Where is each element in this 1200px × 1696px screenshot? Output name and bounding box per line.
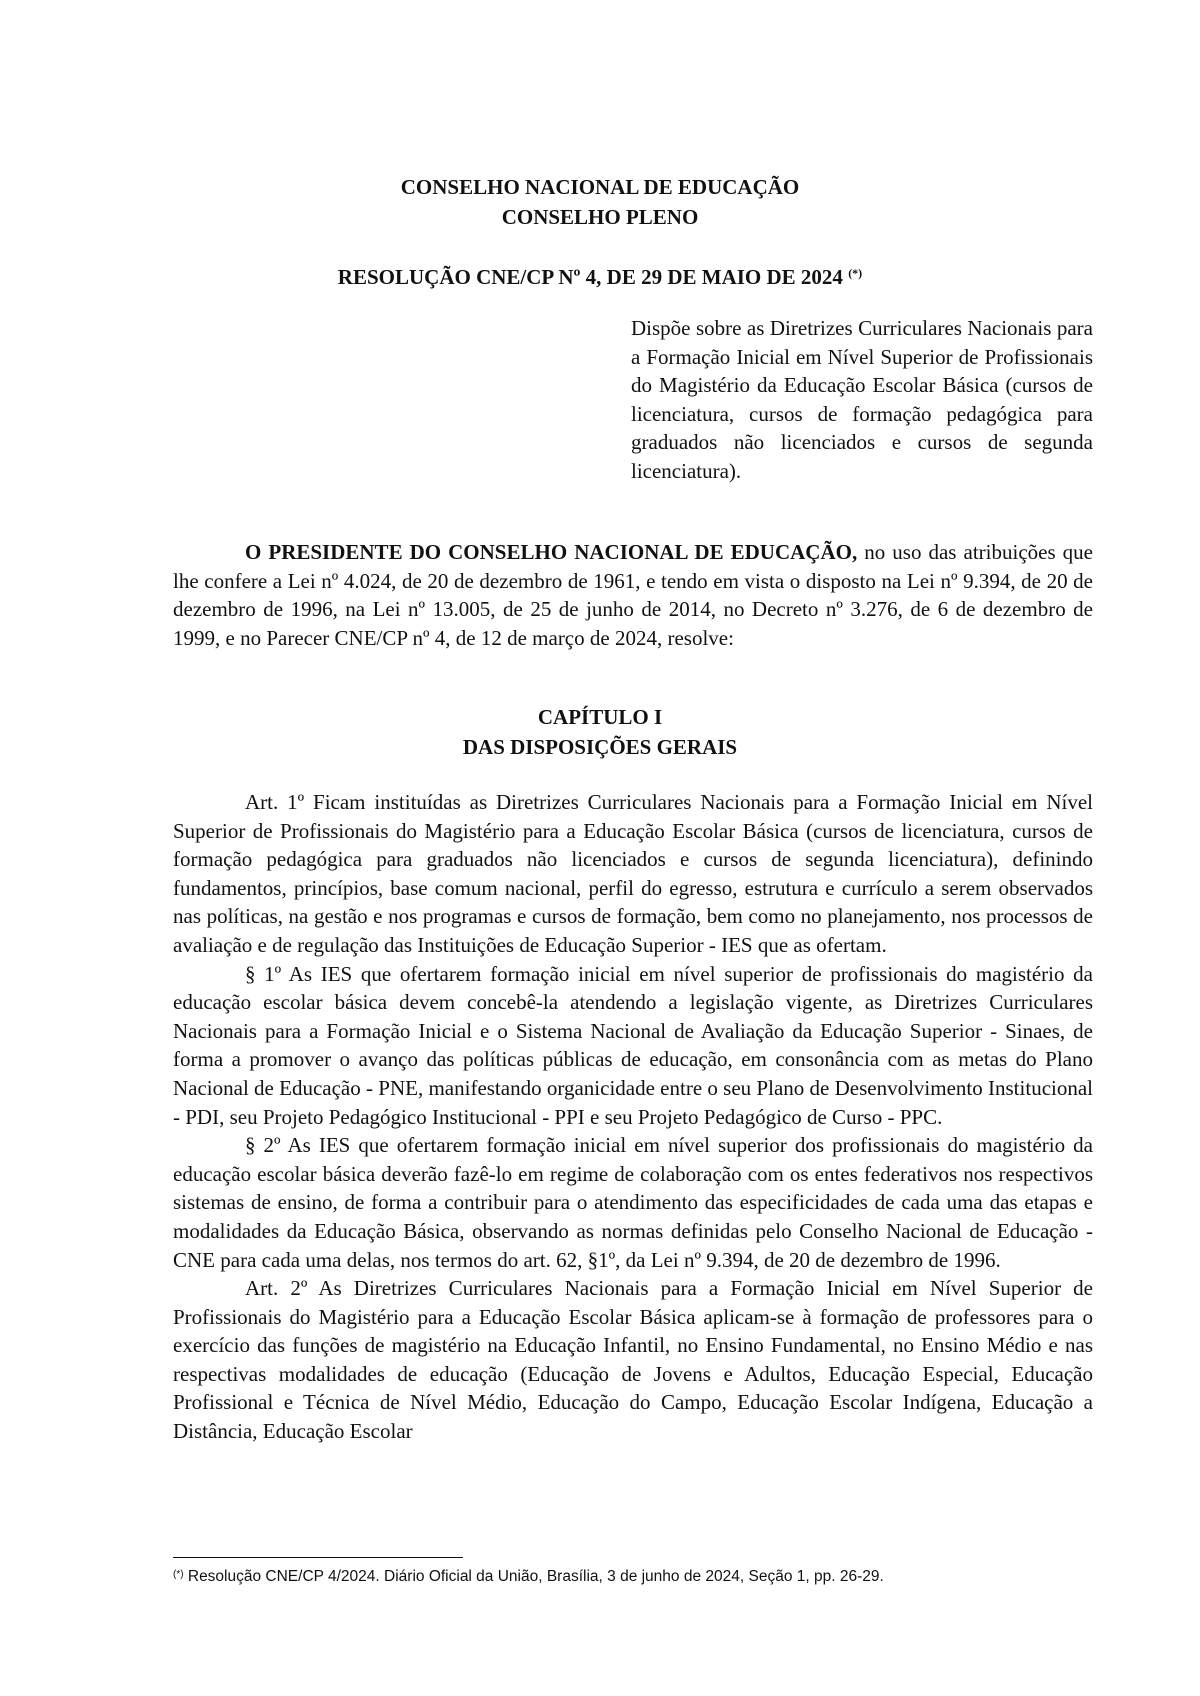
preamble-paragraph xyxy=(173,538,1093,652)
article-2: Art. 2º As Diretrizes Curriculares Nacionais para a Formação Inicial em Nível Superior de Profissionais do Magistério para a Educação Escolar Básica aplicam-se à formação de professores para o exercício das funções de magistério na Educação Infantil, no Ensino Fundamental, no Ensino Médio e nas respectivas modalidades de educação (Educação de Jovens e Adultos, Educação Especial, Educação Profissional e Técnica de Nível Médio, Educação do Campo, Educação Escolar Indígena, Educação a Distância, Educação Escolar xyxy=(173,1276,1093,1444)
resolution-title xyxy=(0,262,1200,293)
preamble-bold-lead: O PRESIDENTE DO CONSELHO NACIONAL DE EDUCAÇÃO, xyxy=(245,540,858,564)
resolution-title-text: RESOLUÇÃO CNE/CP Nº 4, DE 29 DE MAIO DE 2024 xyxy=(337,265,843,289)
footnote xyxy=(173,1566,1093,1588)
council-body: CONSELHO PLENO xyxy=(501,205,699,229)
article-1-paragraph-2: § 2º As IES que ofertarem formação inicial em nível superior dos profissionais do magistério da educação escolar básica deverão fazê-lo em regime de colaboração com os entes federativos nos respectivos sistemas de ensino, de forma a contribuir para o atendimento das especificidades de cada uma das etapas e modalidades da Educação Básica, observando as normas definidas pelo Conselho Nacional de Educação - CNE para cada uma delas, nos termos do art. 62, §1º, da Lei nº 9.394, de 20 de dezembro de 1996. xyxy=(173,1133,1093,1272)
council-name: CONSELHO NACIONAL DE EDUCAÇÃO xyxy=(400,175,800,199)
chapter-title: DAS DISPOSIÇÕES GERAIS xyxy=(462,735,738,759)
ementa-summary: Dispõe sobre as Diretrizes Curriculares Nacionais para a Formação Inicial em Nível Superior de Profissionais do Magistério da Educação Escolar Básica (cursos de licenciatura, cursos de formação pedagógica para graduados não licenciados e cursos de segunda licenciatura). xyxy=(631,316,1093,483)
article-1: Art. 1º Ficam instituídas as Diretrizes Curriculares Nacionais para a Formação Inicial em Nível Superior de Profissionais do Magistério para a Educação Escolar Básica (cursos de licenciatura, cursos de formação pedagógica para graduados não licenciados e cursos de segunda licenciatura), definindo fundamentos, princípios, base comum nacional, perfil do egresso, estrutura e currículo a serem observados nas políticas, na gestão e nos programas e cursos de formação, bem como no planejamento, nos processos de avaliação e de regulação das Instituições de Educação Superior - IES que as ofertam. xyxy=(173,790,1093,957)
footnote-marker: (*) xyxy=(173,1569,184,1580)
resolution-footnote-marker: (*) xyxy=(848,266,863,280)
preamble xyxy=(173,538,1093,652)
chapter-number: CAPÍTULO I xyxy=(537,705,663,729)
footnote-divider xyxy=(173,1557,463,1558)
footnote-text: Resolução CNE/CP 4/2024. Diário Oficial da União, Brasília, 3 de junho de 2024, Seção 1, pp. 26-29. xyxy=(183,1568,884,1585)
preamble-text: no uso das atribuições que lhe confere a Lei nº 4.024, de 20 de dezembro de 1961, e tendo em vista o disposto na Lei nº 9.394, de 20 de dezembro de 1996, na Lei nº 13.005, de 25 de junho de 2014, no Decreto nº 3.276, de 6 de dezembro de 1999, e no Parecer CNE/CP nº 4, de 12 de março de 2024, resolve: xyxy=(173,540,1093,650)
articles-section xyxy=(173,788,1093,1446)
article-1-paragraph-1: § 1º As IES que ofertarem formação inicial em nível superior de profissionais do magistério da educação escolar básica devem concebê-la atendendo a legislação vigente, as Diretrizes Curriculares Nacionais para a Formação Inicial e o Sistema Nacional de Avaliação da Educação Superior - Sinaes, de forma a promover o avanço das políticas públicas de educação, em consonância com as metas do Plano Nacional de Educação - PNE, manifestando organicidade entre o seu Plano de Desenvolvimento Institucional - PDI, seu Projeto Pedagógico Institucional - PPI e seu Projeto Pedagógico de Curso - PPC. xyxy=(173,961,1093,1129)
